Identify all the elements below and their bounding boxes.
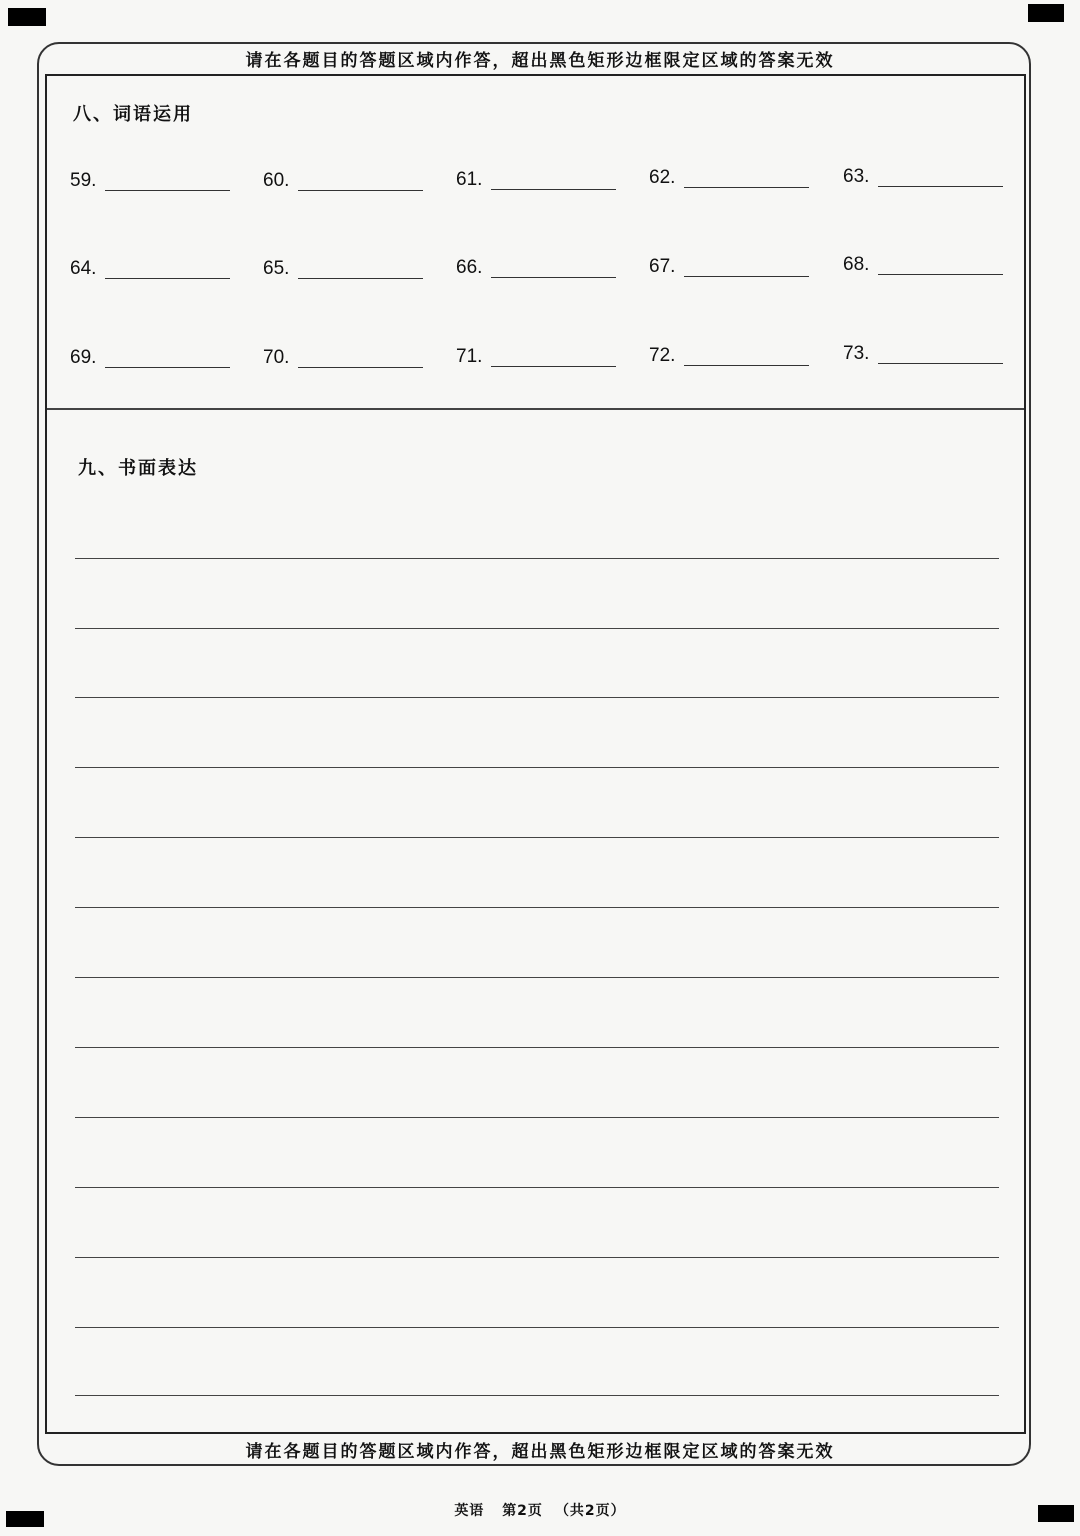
writing-line[interactable] <box>75 558 999 559</box>
answer-area-frame <box>45 74 1026 1434</box>
answer-item-72[interactable] <box>649 337 809 367</box>
bottom-notice: 请在各题目的答题区域内作答，超出黑色矩形边框限定区域的答案无效 <box>245 1442 835 1462</box>
answer-number: 60. <box>263 170 290 191</box>
section9-title: 九、书面表达 <box>78 458 198 479</box>
answer-item-59[interactable] <box>70 162 230 192</box>
answer-item-66[interactable] <box>456 249 616 279</box>
answer-blank[interactable] <box>105 190 230 191</box>
answer-blank[interactable] <box>684 365 809 366</box>
writing-line[interactable] <box>75 1395 999 1396</box>
answer-item-68[interactable] <box>843 246 1003 276</box>
top-notice: 请在各题目的答题区域内作答，超出黑色矩形边框限定区域的答案无效 <box>245 51 835 71</box>
answer-number: 66. <box>456 257 483 278</box>
answer-number: 70. <box>263 347 290 368</box>
writing-line[interactable] <box>75 767 999 768</box>
answer-blank[interactable] <box>298 367 423 368</box>
answer-number: 67. <box>649 256 676 277</box>
writing-line[interactable] <box>75 1257 999 1258</box>
answer-number: 59. <box>70 170 97 191</box>
registration-mark-top-left <box>8 8 46 26</box>
answer-blank[interactable] <box>491 189 616 190</box>
footer-page-number: 第2页 <box>502 1503 543 1519</box>
answer-number: 71. <box>456 346 483 367</box>
answer-blank[interactable] <box>684 187 809 188</box>
section-divider <box>47 408 1024 410</box>
answer-item-69[interactable] <box>70 339 230 369</box>
answer-blank[interactable] <box>878 186 1003 187</box>
answer-blank[interactable] <box>298 190 423 191</box>
answer-blank[interactable] <box>878 274 1003 275</box>
answer-item-64[interactable] <box>70 250 230 280</box>
footer-subject: 英语 <box>454 1503 485 1519</box>
writing-line[interactable] <box>75 697 999 698</box>
answer-blank[interactable] <box>491 277 616 278</box>
answer-number: 72. <box>649 345 676 366</box>
answer-number: 61. <box>456 169 483 190</box>
section8-title: 八、词语运用 <box>73 104 193 125</box>
writing-line[interactable] <box>75 1117 999 1118</box>
page-footer <box>0 1500 1080 1520</box>
answer-blank[interactable] <box>105 278 230 279</box>
registration-mark-top-right <box>1028 4 1064 22</box>
writing-line[interactable] <box>75 1047 999 1048</box>
answer-number: 69. <box>70 347 97 368</box>
writing-line[interactable] <box>75 628 999 629</box>
answer-item-71[interactable] <box>456 338 616 368</box>
writing-line[interactable] <box>75 837 999 838</box>
answer-item-73[interactable] <box>843 335 1003 365</box>
answer-blank[interactable] <box>684 276 809 277</box>
answer-item-63[interactable] <box>843 158 1003 188</box>
writing-line[interactable] <box>75 977 999 978</box>
answer-number: 62. <box>649 167 676 188</box>
answer-item-70[interactable] <box>263 339 423 369</box>
answer-number: 65. <box>263 258 290 279</box>
writing-line[interactable] <box>75 1327 999 1328</box>
answer-item-61[interactable] <box>456 161 616 191</box>
answer-item-67[interactable] <box>649 248 809 278</box>
answer-blank[interactable] <box>298 278 423 279</box>
answer-blank[interactable] <box>491 366 616 367</box>
answer-number: 68. <box>843 254 870 275</box>
writing-line[interactable] <box>75 907 999 908</box>
answer-number: 63. <box>843 166 870 187</box>
answer-number: 64. <box>70 258 97 279</box>
answer-blank[interactable] <box>105 367 230 368</box>
answer-item-65[interactable] <box>263 250 423 280</box>
answer-item-62[interactable] <box>649 159 809 189</box>
answer-blank[interactable] <box>878 363 1003 364</box>
answer-number: 73. <box>843 343 870 364</box>
writing-line[interactable] <box>75 1187 999 1188</box>
answer-item-60[interactable] <box>263 162 423 192</box>
footer-total-pages: （共2页） <box>554 1503 626 1519</box>
